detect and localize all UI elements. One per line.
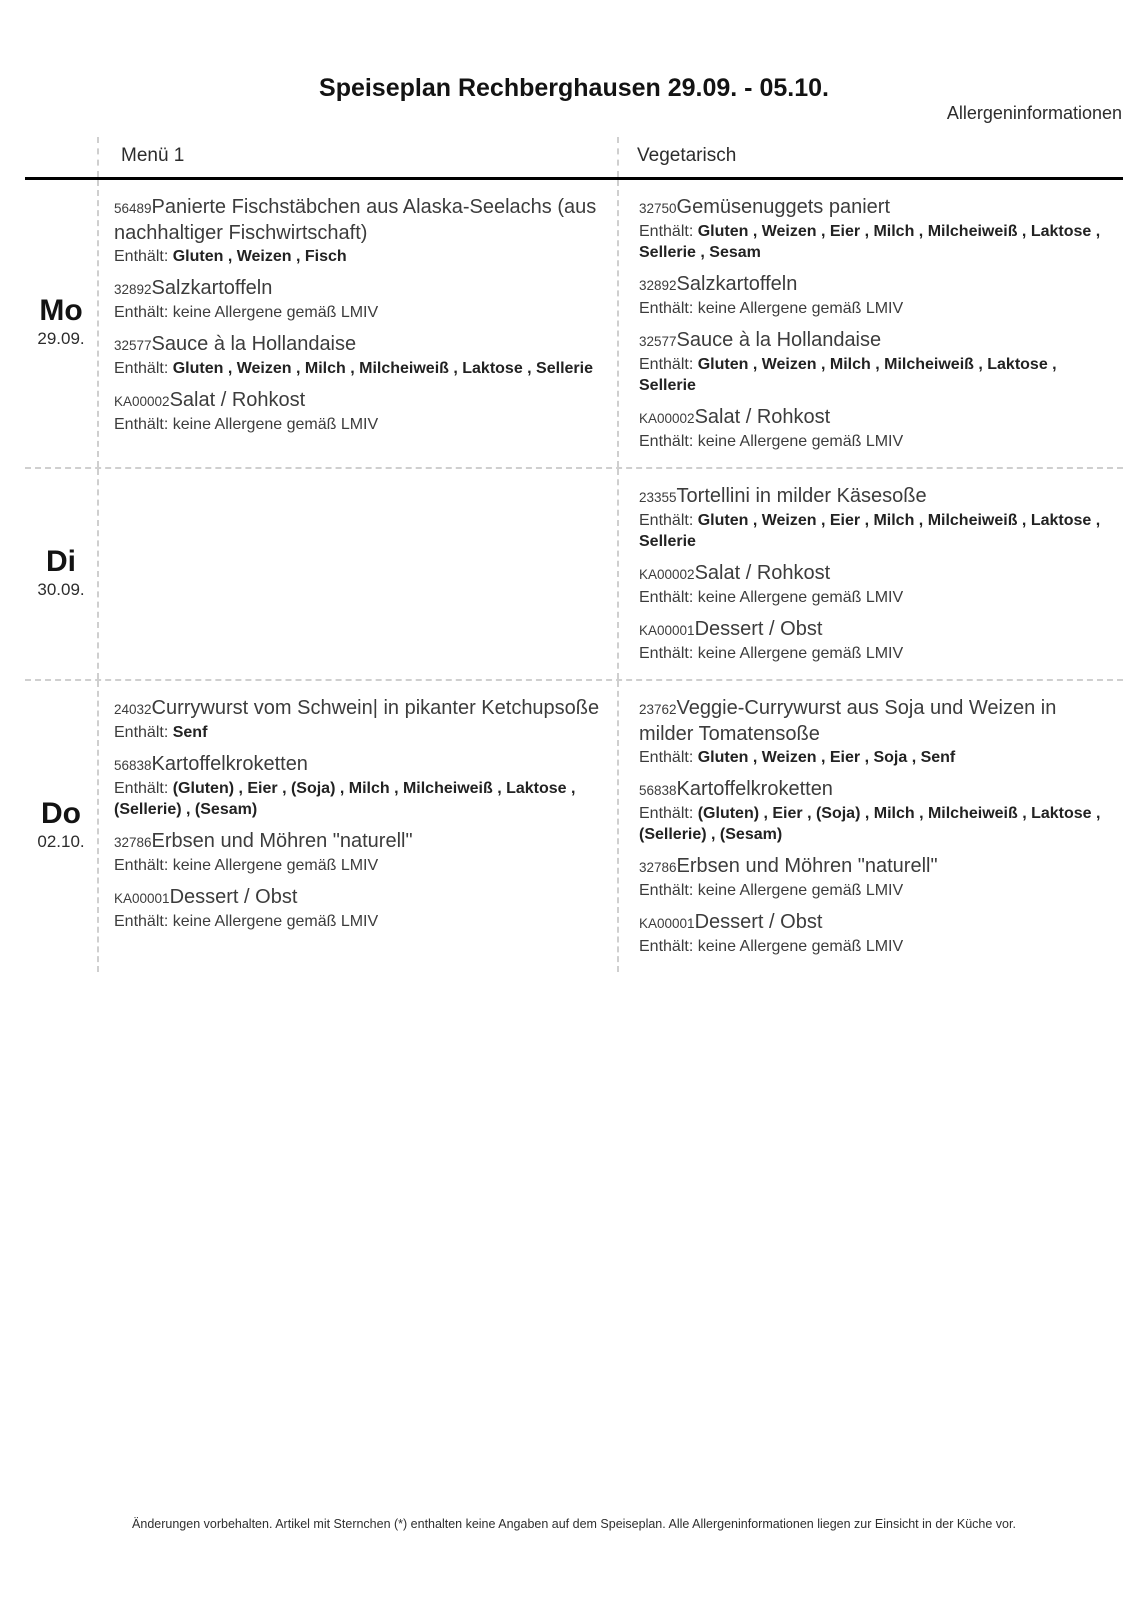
menu-item (639, 910, 1115, 957)
contains-label: Enthält: (114, 857, 169, 874)
item-id: 23762 (639, 702, 677, 717)
day-abbr: Di (46, 544, 76, 578)
item-name: Salzkartoffeln (676, 273, 798, 295)
menu-item (114, 829, 609, 876)
column-header-vegetarisch: Vegetarisch (617, 137, 1123, 177)
contains-label: Enthält: (639, 300, 694, 317)
allergen-list: (Gluten) , Eier , (Soja) , Milch , Milcheiweiß , Laktose , (Sellerie) , (Sesam) (639, 805, 1101, 843)
day-cell (25, 180, 97, 467)
item-id: 24032 (114, 702, 152, 717)
contains-label: Enthält: (114, 360, 169, 377)
menu-item (639, 484, 1115, 552)
menu-item (639, 272, 1115, 319)
allergen-list: keine Allergene gemäß LMIV (697, 938, 904, 955)
item-id: 32750 (639, 201, 677, 216)
allergen-info-link: Allergeninformationen (946, 103, 1122, 123)
contains-label: Enthält: (639, 882, 694, 899)
allergen-list: keine Allergene gemäß LMIV (697, 433, 904, 450)
item-id: KA00002 (639, 411, 695, 426)
day-abbr: Do (41, 797, 81, 830)
item-id: 56838 (639, 783, 677, 798)
day-column-header (25, 137, 97, 177)
contains-label: Enthält: (639, 223, 694, 240)
contains-label: Enthält: (639, 433, 694, 450)
menu-item (639, 696, 1115, 768)
allergen-list: Gluten , Weizen , Fisch (172, 248, 347, 265)
menu-item (639, 854, 1115, 901)
allergen-list: keine Allergene gemäß LMIV (697, 882, 904, 899)
day-date: 02.10. (37, 832, 85, 851)
item-id: 32577 (114, 338, 152, 353)
contains-label: Enthält: (639, 749, 694, 766)
menu-item (639, 195, 1115, 263)
item-name: Veggie-Currywurst aus Soja und Weizen in milder Tomatensoße (639, 697, 1057, 745)
contains-label: Enthält: (114, 724, 169, 741)
menu-item (114, 388, 609, 435)
day-date: 30.09. (37, 579, 85, 599)
footer-note: Änderungen vorbehalten. Artikel mit Sternchen (*) enthalten keine Angaben auf dem Speiseplan. Alle Allergeninformationen liegen zur Einsicht in der Küche vor. (132, 1517, 1016, 1531)
allergen-list: keine Allergene gemäß LMIV (172, 304, 379, 321)
menu-item (639, 328, 1115, 396)
vegetarisch-cell (617, 681, 1123, 972)
day-abbr: Mo (39, 294, 83, 327)
item-id: KA00001 (114, 891, 170, 906)
day-row (25, 679, 1123, 972)
item-name: Gemüsenuggets paniert (676, 196, 891, 218)
item-id: 32892 (639, 278, 677, 293)
item-id: 32892 (114, 282, 152, 297)
menu-item (114, 696, 609, 743)
contains-label: Enthält: (114, 416, 169, 433)
day-date: 29.09. (37, 329, 85, 348)
item-name: Dessert / Obst (694, 618, 823, 640)
allergen-list: keine Allergene gemäß LMIV (697, 589, 904, 606)
day-cell (25, 469, 97, 679)
item-name: Currywurst vom Schwein| in pikanter Ketchupsoße (151, 697, 600, 719)
contains-label: Enthält: (639, 356, 694, 373)
menu-item (114, 332, 609, 379)
item-id: KA00002 (114, 394, 170, 409)
menu-item (639, 561, 1115, 608)
menu-item (114, 752, 609, 820)
allergen-list: keine Allergene gemäß LMIV (697, 300, 904, 317)
item-name: Sauce à la Hollandaise (676, 329, 882, 351)
item-id: 23355 (639, 490, 677, 505)
contains-label: Enthält: (639, 645, 694, 662)
menu1-cell (97, 180, 617, 467)
allergen-list: keine Allergene gemäß LMIV (697, 645, 904, 662)
item-id: 32786 (639, 860, 677, 875)
menu-item (639, 405, 1115, 452)
item-id: KA00001 (639, 623, 695, 638)
contains-label: Enthält: (639, 805, 694, 822)
menu-item (114, 195, 609, 267)
item-name: Tortellini in milder Käsesoße (676, 485, 927, 507)
allergen-list: Gluten , Weizen , Eier , Milch , Milcheiweiß , Laktose , Sellerie , Sesam (639, 223, 1101, 261)
column-header-menu1: Menü 1 (97, 137, 617, 177)
vegetarisch-cell (617, 469, 1123, 679)
menu-item (639, 777, 1115, 845)
item-name: Kartoffelkroketten (676, 778, 833, 800)
allergen-list: keine Allergene gemäß LMIV (172, 913, 379, 930)
vegetarisch-cell (617, 180, 1123, 467)
menu-item (114, 276, 609, 323)
contains-label: Enthält: (114, 248, 169, 265)
day-cell (25, 681, 97, 972)
menu1-cell (97, 681, 617, 972)
allergen-list: Gluten , Weizen , Milch , Milcheiweiß , Laktose , Sellerie (172, 360, 593, 377)
allergen-list: (Gluten) , Eier , (Soja) , Milch , Milcheiweiß , Laktose , (Sellerie) , (Sesam) (114, 780, 576, 818)
contains-label: Enthält: (114, 780, 169, 797)
allergen-list: Senf (172, 724, 208, 741)
table-body (25, 180, 1123, 972)
contains-label: Enthält: (639, 512, 694, 529)
page-title: Speiseplan Rechberghausen 29.09. - 05.10. (319, 74, 829, 102)
menu-item (114, 885, 609, 932)
allergen-list: keine Allergene gemäß LMIV (172, 416, 379, 433)
allergen-list: keine Allergene gemäß LMIV (172, 857, 379, 874)
menu1-cell (97, 469, 617, 679)
allergen-list: Gluten , Weizen , Eier , Soja , Senf (697, 749, 956, 766)
allergen-list: Gluten , Weizen , Eier , Milch , Milcheiweiß , Laktose , Sellerie (639, 512, 1101, 550)
item-name: Sauce à la Hollandaise (151, 333, 357, 355)
item-name: Salzkartoffeln (151, 277, 273, 299)
item-name: Kartoffelkroketten (151, 753, 308, 775)
allergen-list: Gluten , Weizen , Milch , Milcheiweiß , Laktose , Sellerie (639, 356, 1057, 394)
item-id: KA00002 (639, 567, 695, 582)
contains-label: Enthält: (114, 304, 169, 321)
day-row (25, 180, 1123, 467)
item-id: 56838 (114, 758, 152, 773)
contains-label: Enthält: (639, 938, 694, 955)
item-name: Salat / Rohkost (169, 389, 306, 411)
item-id: 56489 (114, 201, 152, 216)
item-name: Salat / Rohkost (694, 562, 831, 584)
item-name: Panierte Fischstäbchen aus Alaska-Seelachs (aus nachhaltiger Fischwirtschaft) (114, 196, 597, 244)
day-row (25, 467, 1123, 679)
item-id: KA00001 (639, 916, 695, 931)
menu-item (639, 617, 1115, 664)
item-name: Erbsen und Möhren "naturell" (676, 855, 938, 877)
item-name: Dessert / Obst (694, 911, 823, 933)
meal-plan-table (25, 137, 1123, 972)
contains-label: Enthält: (114, 913, 169, 930)
item-name: Dessert / Obst (169, 886, 298, 908)
contains-label: Enthält: (639, 589, 694, 606)
item-name: Erbsen und Möhren "naturell" (151, 830, 413, 852)
item-id: 32577 (639, 334, 677, 349)
item-name: Salat / Rohkost (694, 406, 831, 428)
item-id: 32786 (114, 835, 152, 850)
table-header-row (25, 137, 1123, 180)
